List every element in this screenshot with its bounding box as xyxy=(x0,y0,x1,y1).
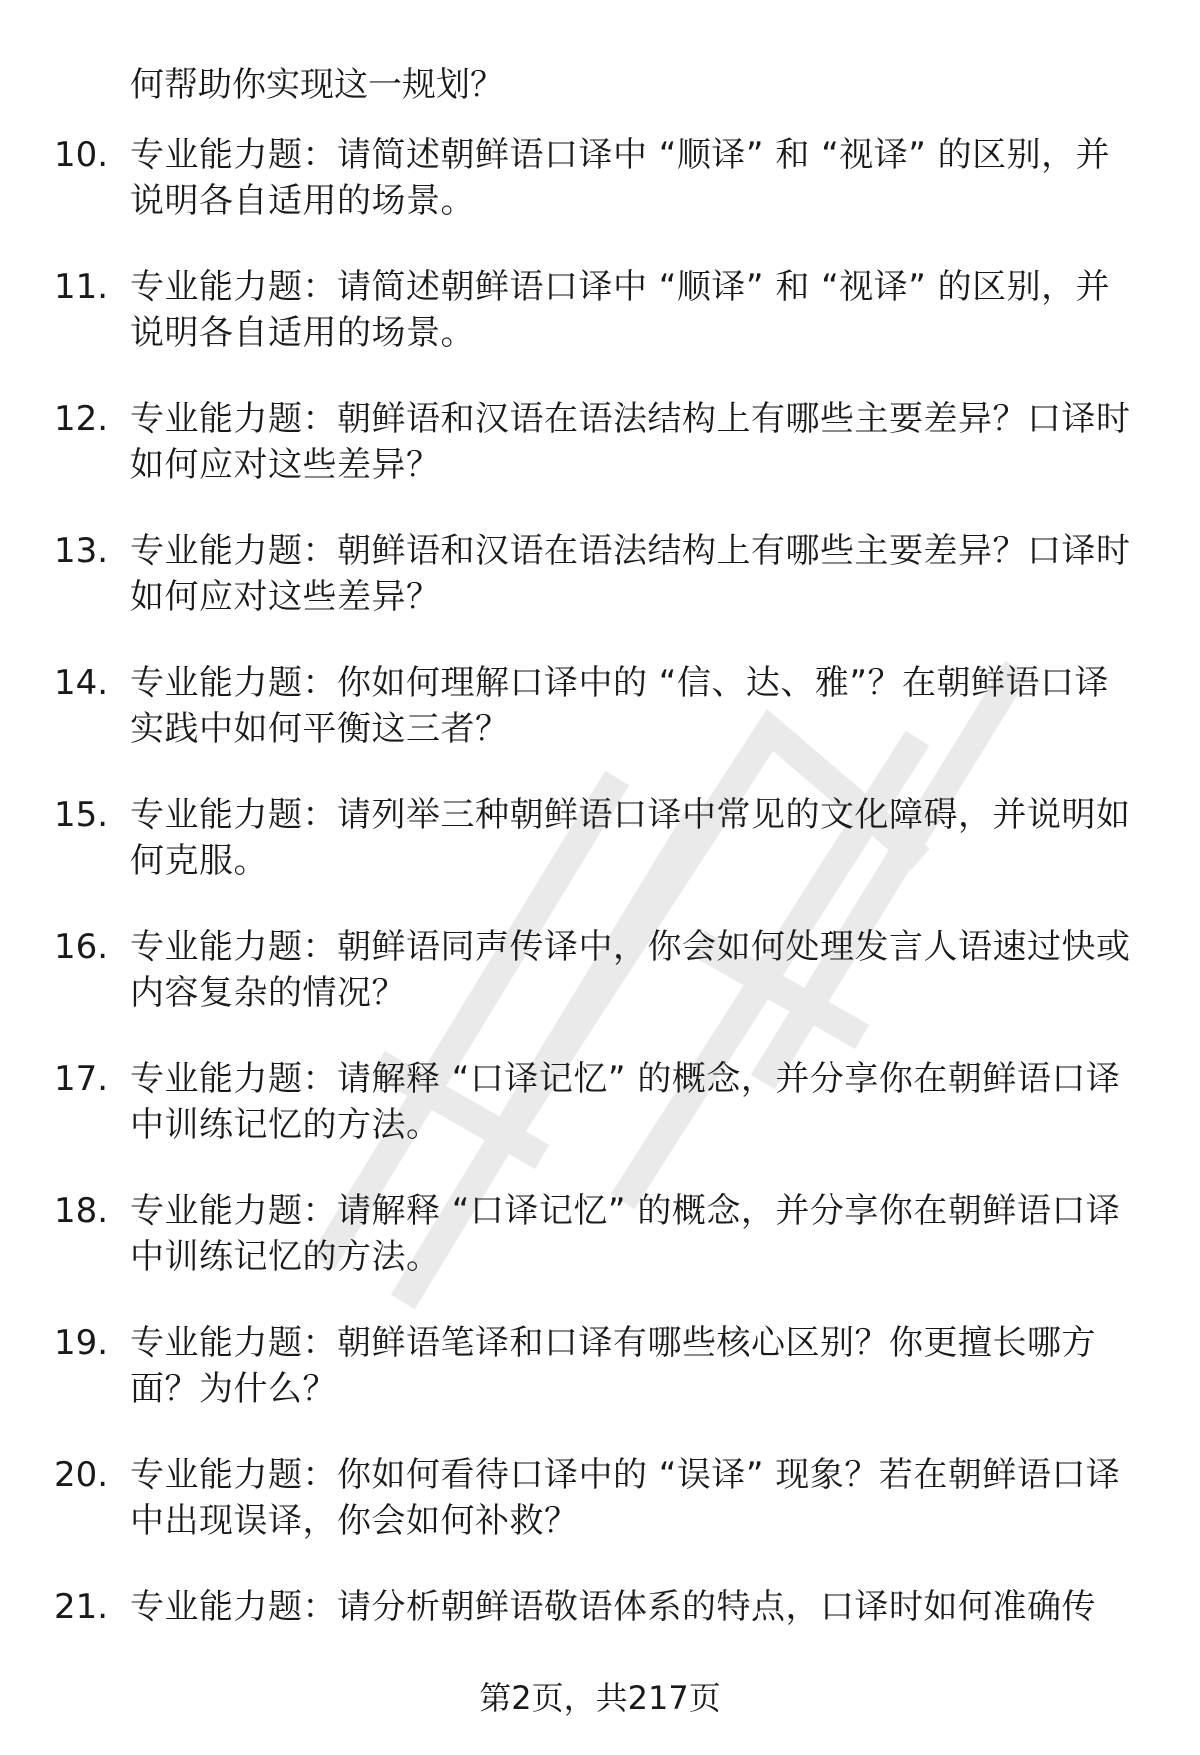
item-number: 10. xyxy=(54,135,109,175)
item-number: 16. xyxy=(54,927,109,967)
item-text: 专业能力题：朝鲜语同声传译中，你会如何处理发言人语速过快或内容复杂的情况？ xyxy=(130,927,1131,1013)
item-text: 专业能力题：你如何理解口译中的 “信、达、雅”？在朝鲜语口译实践中如何平衡这三者？ xyxy=(130,663,1110,749)
item-number: 21. xyxy=(54,1587,109,1627)
item-number: 20. xyxy=(54,1455,109,1495)
page-footer: 第2页，共217页 xyxy=(479,1679,721,1717)
item-number: 15. xyxy=(54,795,109,835)
list-item xyxy=(0,1188,1200,1320)
item-number: 17. xyxy=(54,1059,109,1099)
item-number: 19. xyxy=(54,1323,109,1363)
list-item xyxy=(0,396,1200,528)
item-number: 14. xyxy=(54,663,109,703)
item-text: 专业能力题：请简述朝鲜语口译中 “顺译” 和 “视译” 的区别，并说明各自适用的场景。 xyxy=(130,135,1111,221)
list-item xyxy=(0,264,1200,396)
item-text: 专业能力题：请分析朝鲜语敬语体系的特点，口译时如何准确传 xyxy=(130,1587,1096,1627)
item-number: 13. xyxy=(54,531,109,571)
list-item xyxy=(0,1452,1200,1584)
item-number: 11. xyxy=(54,267,109,307)
list-item xyxy=(0,1056,1200,1188)
list-item xyxy=(0,528,1200,660)
item-text: 专业能力题：请解释 “口译记忆” 的概念，并分享你在朝鲜语口译中训练记忆的方法。 xyxy=(130,1191,1121,1277)
item-text: 专业能力题：你如何看待口译中的 “误译” 现象？若在朝鲜语口译中出现误译，你会如何补救？ xyxy=(130,1455,1121,1541)
item-number: 12. xyxy=(54,399,109,439)
item-text: 专业能力题：请简述朝鲜语口译中 “顺译” 和 “视译” 的区别，并说明各自适用的场景。 xyxy=(130,267,1111,353)
item-number: 18. xyxy=(54,1191,109,1231)
item-text: 专业能力题：请解释 “口译记忆” 的概念，并分享你在朝鲜语口译中训练记忆的方法。 xyxy=(130,1059,1121,1145)
continuation-text: 何帮助你实现这一规划？ xyxy=(130,65,504,105)
item-text: 专业能力题：朝鲜语和汉语在语法结构上有哪些主要差异？口译时如何应对这些差异？ xyxy=(130,531,1131,617)
item-text: 专业能力题：朝鲜语笔译和口译有哪些核心区别？你更擅长哪方面？为什么？ xyxy=(130,1323,1096,1409)
item-text: 专业能力题：请列举三种朝鲜语口译中常见的文化障碍，并说明如何克服。 xyxy=(130,795,1131,881)
item-text: 专业能力题：朝鲜语和汉语在语法结构上有哪些主要差异？口译时如何应对这些差异？ xyxy=(130,399,1131,485)
list-item xyxy=(0,132,1200,264)
list-item xyxy=(0,924,1200,1056)
question-list xyxy=(0,132,1200,1716)
list-item xyxy=(0,1320,1200,1452)
list-item xyxy=(0,660,1200,792)
list-item xyxy=(0,792,1200,924)
